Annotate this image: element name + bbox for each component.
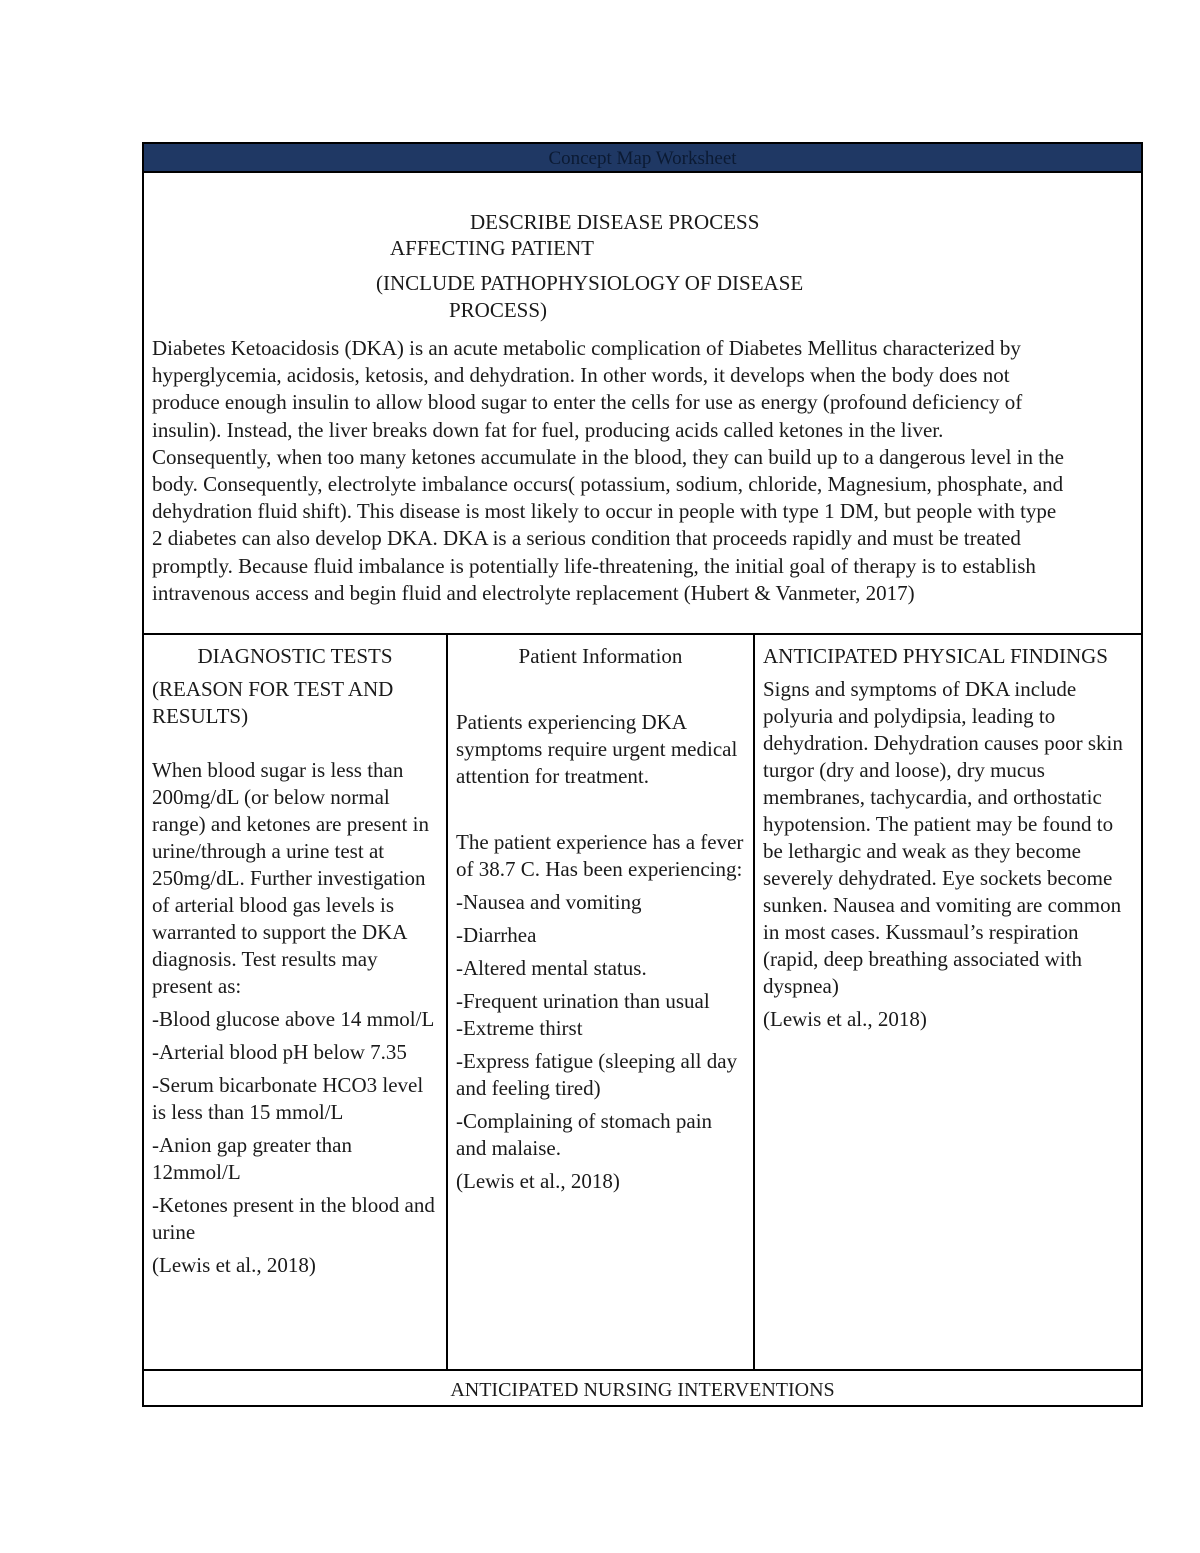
disease-process-section [144, 173, 1141, 635]
patient-citation: (Lewis et al., 2018) [456, 1169, 620, 1193]
concept-map-worksheet [142, 142, 1143, 1407]
diagnostic-intro: When blood sugar is less than 200mg/dL (or below normal range) and ketones are present in urine/through a urine test at 250mg/dL. Further investigation of arterial blood gas levels is warranted to support the DKA diagnosis. Test results may present as: [152, 758, 429, 998]
worksheet-title: Concept Map Worksheet [144, 144, 1141, 173]
disease-description: Diabetes Ketoacidosis (DKA) is an acute metabolic complication of Diabetes Mellitus characterized by hyperglycemia, acidosis, ketosis, and dehydration. In other words, it develops when the body does not produce enough insulin to allow blood sugar to enter the cells for use as energy (profound deficiency of insulin). Instead, the liver breaks down fat for fuel, producing acids called ketones in the liver. Consequently, when too many ketones accumulate in the blood, they can build up to a dangerous level in the body. Consequently, electrolyte imbalance occurs( potassium, sodium, chloride, Magnesium, phosphate, and dehydration fluid shift). This disease is most likely to occur in people with type 1 DM, but people with type 2 diabetes can also develop DKA. DKA is a serious condition that proceeds rapidly and must be treated promptly. Because fluid imbalance is potentially life-threatening, the initial goal of therapy is to establish intravenous access and begin fluid and electrolyte replacement (Hubert & Vanmeter, 2017) [152, 336, 1064, 605]
physical-findings-text: Signs and symptoms of DKA include polyuria and polydipsia, leading to dehydration. Dehydration causes poor skin turgor (dry and loose), dry mucus membranes, tachycardia, and orthostatic hypotension. The patient may be found to be lethargic and weak as they become severely dehydrated. Eye sockets become sunken. Nausea and vomiting are common in most cases. Kussmaul’s respiration (rapid, deep breathing associated with dyspnea) [763, 677, 1123, 998]
disease-heading-line-2: AFFECTING PATIENT [390, 236, 594, 260]
three-column-row [144, 635, 1141, 1371]
physical-citation: (Lewis et al., 2018) [763, 1007, 927, 1031]
diagnostic-heading: DIAGNOSTIC TESTS [197, 644, 393, 668]
patient-symptom: -Frequent urination than usual [456, 989, 710, 1013]
patient-heading: Patient Information [518, 644, 683, 668]
patient-symptom: -Extreme thirst [456, 1016, 583, 1040]
disease-heading-line-1: DESCRIBE DISEASE PROCESS [470, 210, 760, 234]
patient-symptom: -Express fatigue (sleeping all day and feeling tired) [456, 1049, 738, 1100]
disease-heading-line-3: (INCLUDE PATHOPHYSIOLOGY OF DISEASE [376, 271, 804, 295]
nursing-interventions-heading: ANTICIPATED NURSING INTERVENTIONS [450, 1379, 835, 1401]
patient-symptom: -Altered mental status. [456, 956, 647, 980]
diagnostic-tests-column [144, 635, 448, 1369]
diagnostic-item: -Arterial blood pH below 7.35 [152, 1040, 407, 1064]
physical-findings-column [755, 635, 1141, 1369]
patient-symptom: -Diarrhea [456, 923, 537, 947]
diagnostic-item: -Anion gap greater than 12mmol/L [152, 1133, 353, 1184]
patient-symptom: -Nausea and vomiting [456, 890, 642, 914]
disease-heading-line-4: PROCESS) [449, 298, 548, 322]
patient-symptom: -Complaining of stomach pain and malaise. [456, 1109, 713, 1160]
patient-fever-note: The patient experience has a fever of 38.7 C. Has been experiencing: [456, 830, 744, 881]
patient-summary: Patients experiencing DKA symptoms require urgent medical attention for treatment. [456, 710, 738, 788]
diagnostic-item: -Ketones present in the blood and urine [152, 1193, 435, 1244]
patient-information-column [448, 635, 755, 1369]
physical-heading: ANTICIPATED PHYSICAL FINDINGS [763, 644, 1108, 668]
diagnostic-item: -Blood glucose above 14 mmol/L [152, 1007, 435, 1031]
diagnostic-citation: (Lewis et al., 2018) [152, 1253, 316, 1277]
diagnostic-item: -Serum bicarbonate HCO3 level is less than 15 mmol/L [152, 1073, 424, 1124]
diagnostic-subheading: (REASON FOR TEST AND RESULTS) [152, 677, 394, 728]
